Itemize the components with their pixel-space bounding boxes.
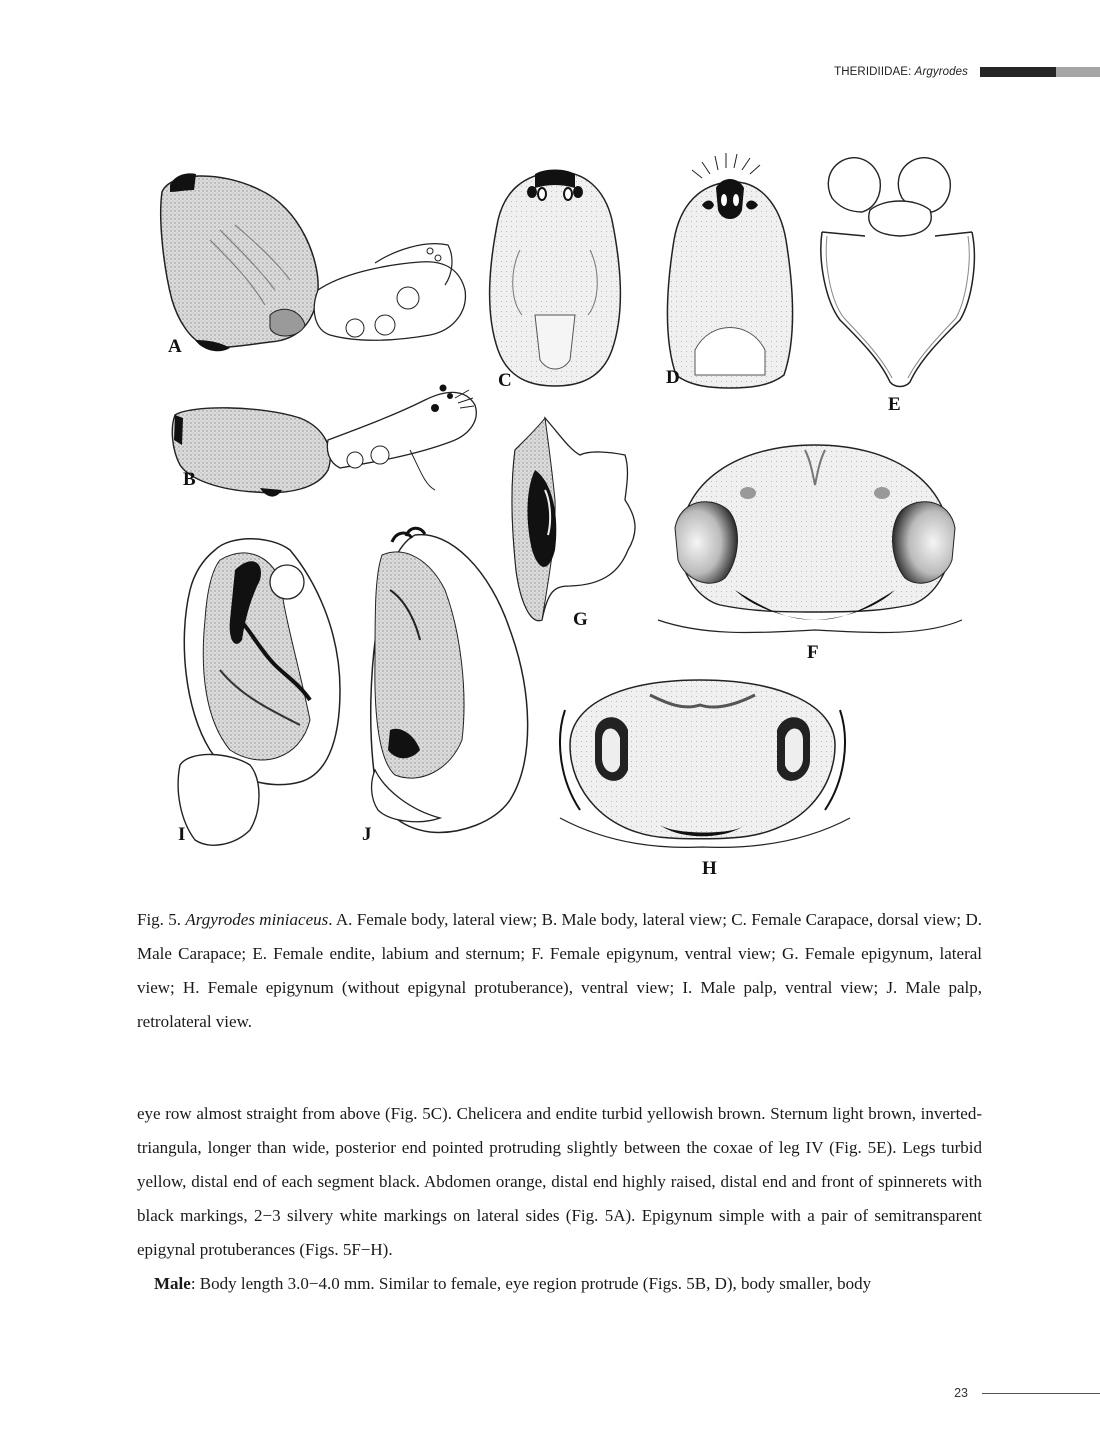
panel-label-h: H xyxy=(702,858,717,879)
panel-label-j: J xyxy=(362,824,372,845)
panel-f-female-epigynum-ventral xyxy=(658,445,962,663)
body-paragraph-2 xyxy=(137,1267,982,1301)
body-paragraph-1: eye row almost straight from above (Fig. 5C). Chelicera and endite turbid yellowish brown. Sternum light brown, inverted-triangula, longer than wide, posterior end pointed protruding slightly between the coxae of leg IV (Fig. 5E). Legs turbid yellow, distal end of each segment black. Abdomen orange, distal end highly raised, distal end and front of spinnerets with black markings, 2−3 silvery white markings on lateral sides (Fig. 5A). Epigynum simple with a pair of semitransparent epigynal protuberances (Figs. 5F−H). xyxy=(137,1104,982,1259)
header-family: THERIDIIDAE: xyxy=(834,66,912,78)
panel-label-i: I xyxy=(178,824,186,845)
running-header-text xyxy=(834,66,968,78)
running-header xyxy=(834,62,1100,82)
body-text xyxy=(137,1097,982,1301)
panel-b-male-body-lateral xyxy=(172,385,476,497)
panel-label-g: G xyxy=(573,609,588,630)
panel-label-e: E xyxy=(888,394,901,415)
header-genus: Argyrodes xyxy=(914,66,968,78)
panel-d-male-carapace xyxy=(666,153,793,388)
panel-a-female-body-lateral xyxy=(161,173,466,357)
panel-label-a: A xyxy=(168,336,182,357)
panel-j-male-palp-retrolateral xyxy=(362,528,528,845)
page-footer xyxy=(954,1386,1100,1400)
header-bar-dark xyxy=(980,67,1056,77)
panel-h-female-epigynum-no-protuberance xyxy=(560,680,850,879)
panel-label-c: C xyxy=(498,370,512,391)
header-bar-light xyxy=(1056,67,1100,77)
figure-plate xyxy=(150,150,980,890)
panel-i-male-palp-ventral xyxy=(178,539,340,845)
male-description: : Body length 3.0−4.0 mm. Similar to female, eye region protrude (Figs. 5B, D), body smaller, body xyxy=(190,1274,872,1293)
caption-text: . A. Female body, lateral view; B. Male body, lateral view; C. Female Carapace, dorsal view; D. Male Carapace; E. Female endite, labium and sternum; F. Female epigynum, ventral view; G. Female epigynum, lateral view; H. Female epigynum (without epigynal protuberance), ventral view; I. Male palp, ventral view; J. Male palp, retrolateral view. xyxy=(137,910,982,1031)
footer-rule xyxy=(982,1393,1100,1394)
page-number: 23 xyxy=(954,1386,968,1400)
panel-label-f: F xyxy=(807,642,819,663)
panel-label-d: D xyxy=(666,367,680,388)
caption-species: Argyrodes miniaceus xyxy=(185,910,329,929)
male-heading: Male xyxy=(154,1274,191,1293)
panel-g-female-epigynum-lateral xyxy=(512,418,635,630)
figure-plate-svg xyxy=(150,150,980,890)
caption-prefix: Fig. 5. xyxy=(137,910,186,929)
figure-caption xyxy=(137,903,982,1039)
panel-c-female-carapace-dorsal xyxy=(490,170,621,392)
panel-e-female-endite-sternum xyxy=(821,158,974,415)
panel-label-b: B xyxy=(183,469,196,490)
